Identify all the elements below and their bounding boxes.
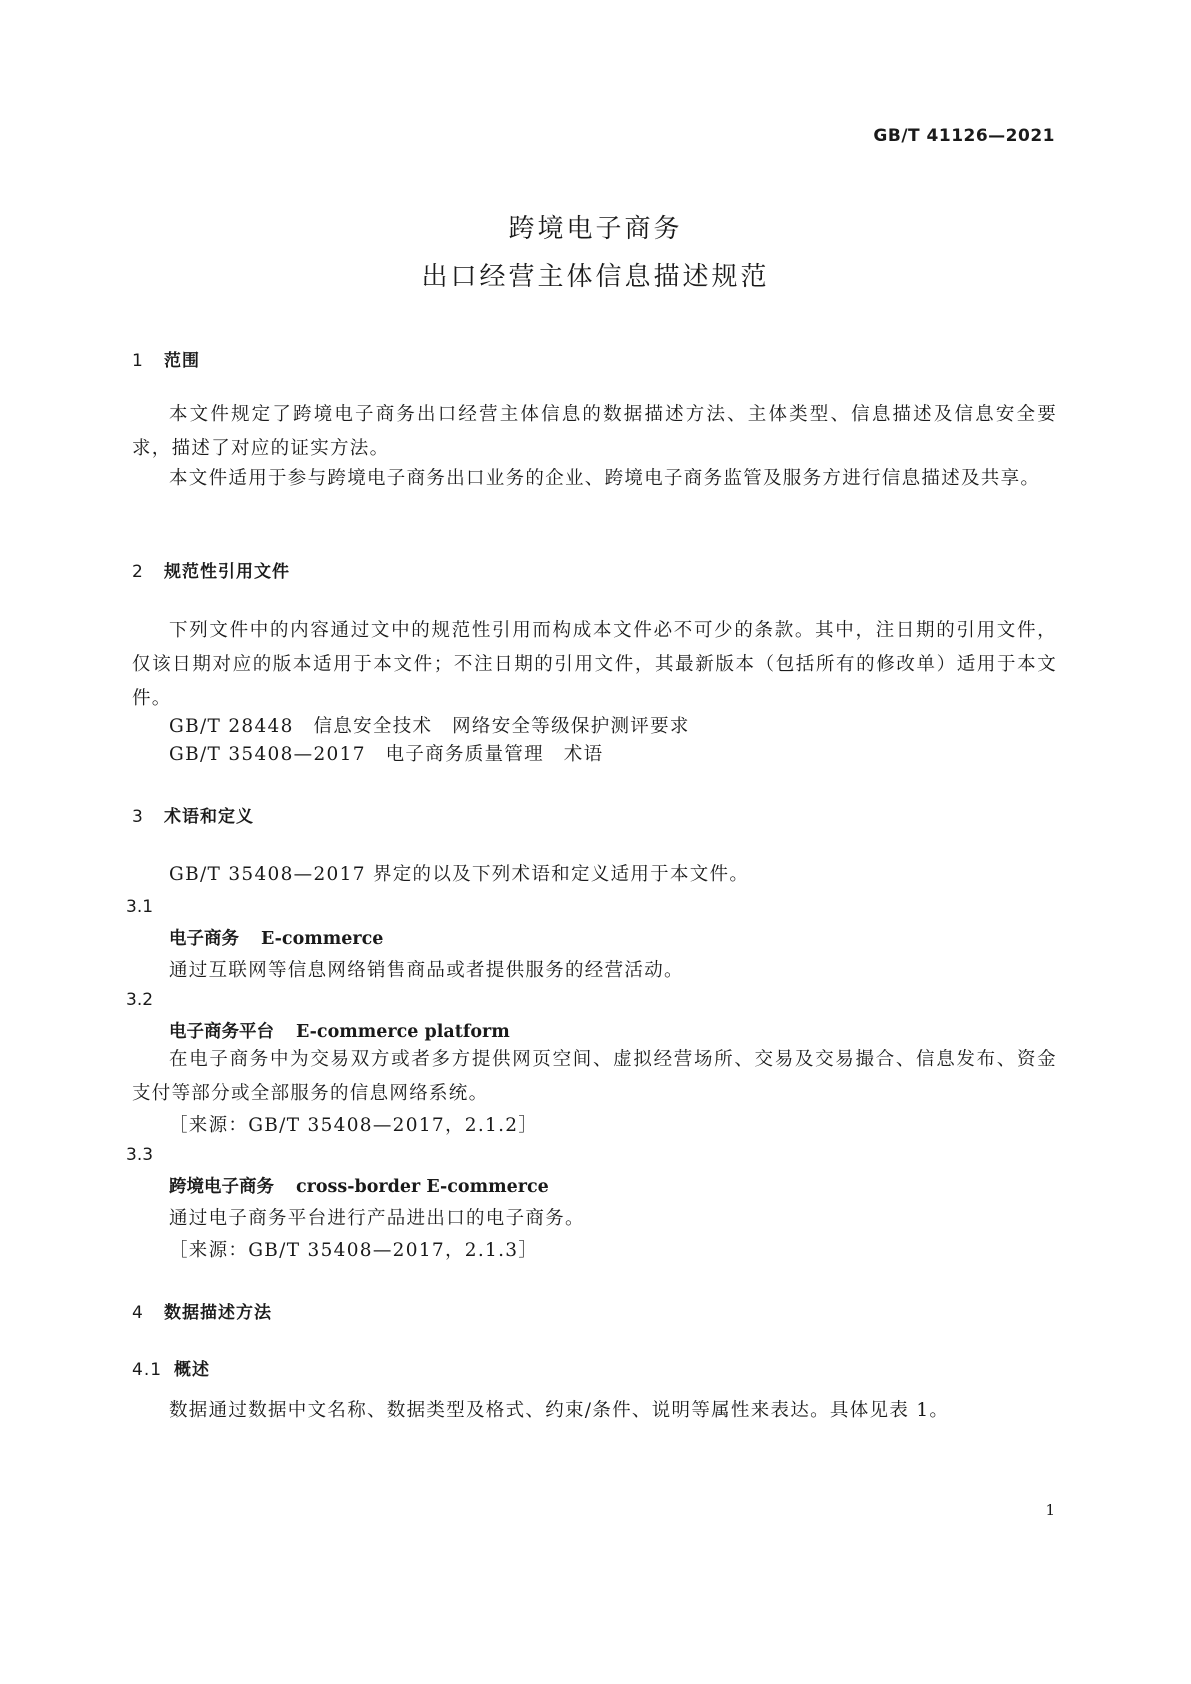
section-number: 1 [132, 351, 144, 371]
term-number: 3.2 [126, 990, 154, 1010]
term-en: E-commerce [261, 929, 384, 949]
term-name [169, 1018, 510, 1043]
paragraph: GB/T 35408—2017 界定的以及下列术语和定义适用于本文件。 [169, 864, 750, 885]
section-heading-3 [132, 802, 254, 827]
normative-reference [169, 712, 690, 738]
term-definition: 通过电子商务平台进行产品进出口的电子商务。 [169, 1208, 585, 1229]
term-source: ［来源：GB/T 35408—2017，2.1.2］ [169, 1115, 539, 1136]
section-heading-1 [132, 346, 200, 371]
term-en: E-commerce platform [296, 1022, 510, 1042]
reference-code: GB/T 28448 [169, 716, 294, 737]
normative-reference [169, 740, 603, 766]
subsection-heading-4-1 [132, 1355, 210, 1380]
term-zh: 电子商务 [169, 929, 239, 949]
section-number: 4 [132, 1303, 144, 1323]
term-source: ［来源：GB/T 35408—2017，2.1.3］ [169, 1240, 539, 1261]
subsection-title: 概述 [174, 1360, 210, 1380]
term-definition: 在电子商务中为交易双方或者多方提供网页空间、虚拟经营场所、交易及交易撮合、信息发布、资金支付等部分或全部服务的信息网络系统。 [132, 1049, 1057, 1104]
page-number: 1 [1045, 1501, 1055, 1519]
reference-title: 电子商务质量管理 术语 [385, 744, 604, 765]
term-definition: 通过互联网等信息网络销售商品或者提供服务的经营活动。 [169, 960, 684, 981]
term-name [169, 925, 383, 950]
section-heading-4 [132, 1298, 272, 1323]
section-title: 数据描述方法 [164, 1303, 272, 1323]
term-zh: 电子商务平台 [169, 1022, 274, 1042]
term-number: 3.1 [126, 897, 154, 917]
term-zh: 跨境电子商务 [169, 1177, 274, 1197]
paragraph: 下列文件中的内容通过文中的规范性引用而构成本文件必不可少的条款。其中，注日期的引用文件，仅该日期对应的版本适用于本文件；不注日期的引用文件，其最新版本（包括所有的修改单）适用于本文件。 [132, 620, 1057, 709]
paragraph: 本文件规定了跨境电子商务出口经营主体信息的数据描述方法、主体类型、信息描述及信息安全要求，描述了对应的证实方法。 [132, 404, 1057, 459]
section-number: 2 [132, 562, 144, 582]
paragraph: 本文件适用于参与跨境电子商务出口业务的企业、跨境电子商务监管及服务方进行信息描述及共享。 [169, 468, 1041, 489]
subsection-number: 4.1 [132, 1360, 163, 1380]
term-name [169, 1173, 549, 1198]
term-en: cross-border E-commerce [296, 1177, 549, 1197]
section-title: 范围 [164, 351, 200, 371]
section-title: 规范性引用文件 [164, 562, 290, 582]
standard-code: GB/T 41126—2021 [873, 126, 1055, 146]
reference-code: GB/T 35408—2017 [169, 744, 366, 765]
reference-title: 信息安全技术 网络安全等级保护测评要求 [313, 716, 690, 737]
section-title: 术语和定义 [164, 807, 254, 827]
document-title-line1: 跨境电子商务 [508, 214, 683, 244]
section-heading-2 [132, 557, 290, 582]
term-number: 3.3 [126, 1145, 154, 1165]
section-number: 3 [132, 807, 144, 827]
paragraph: 数据通过数据中文名称、数据类型及格式、约束/条件、说明等属性来表达。具体见表 1。 [169, 1400, 950, 1421]
document-title-line2: 出口经营主体信息描述规范 [421, 262, 770, 292]
